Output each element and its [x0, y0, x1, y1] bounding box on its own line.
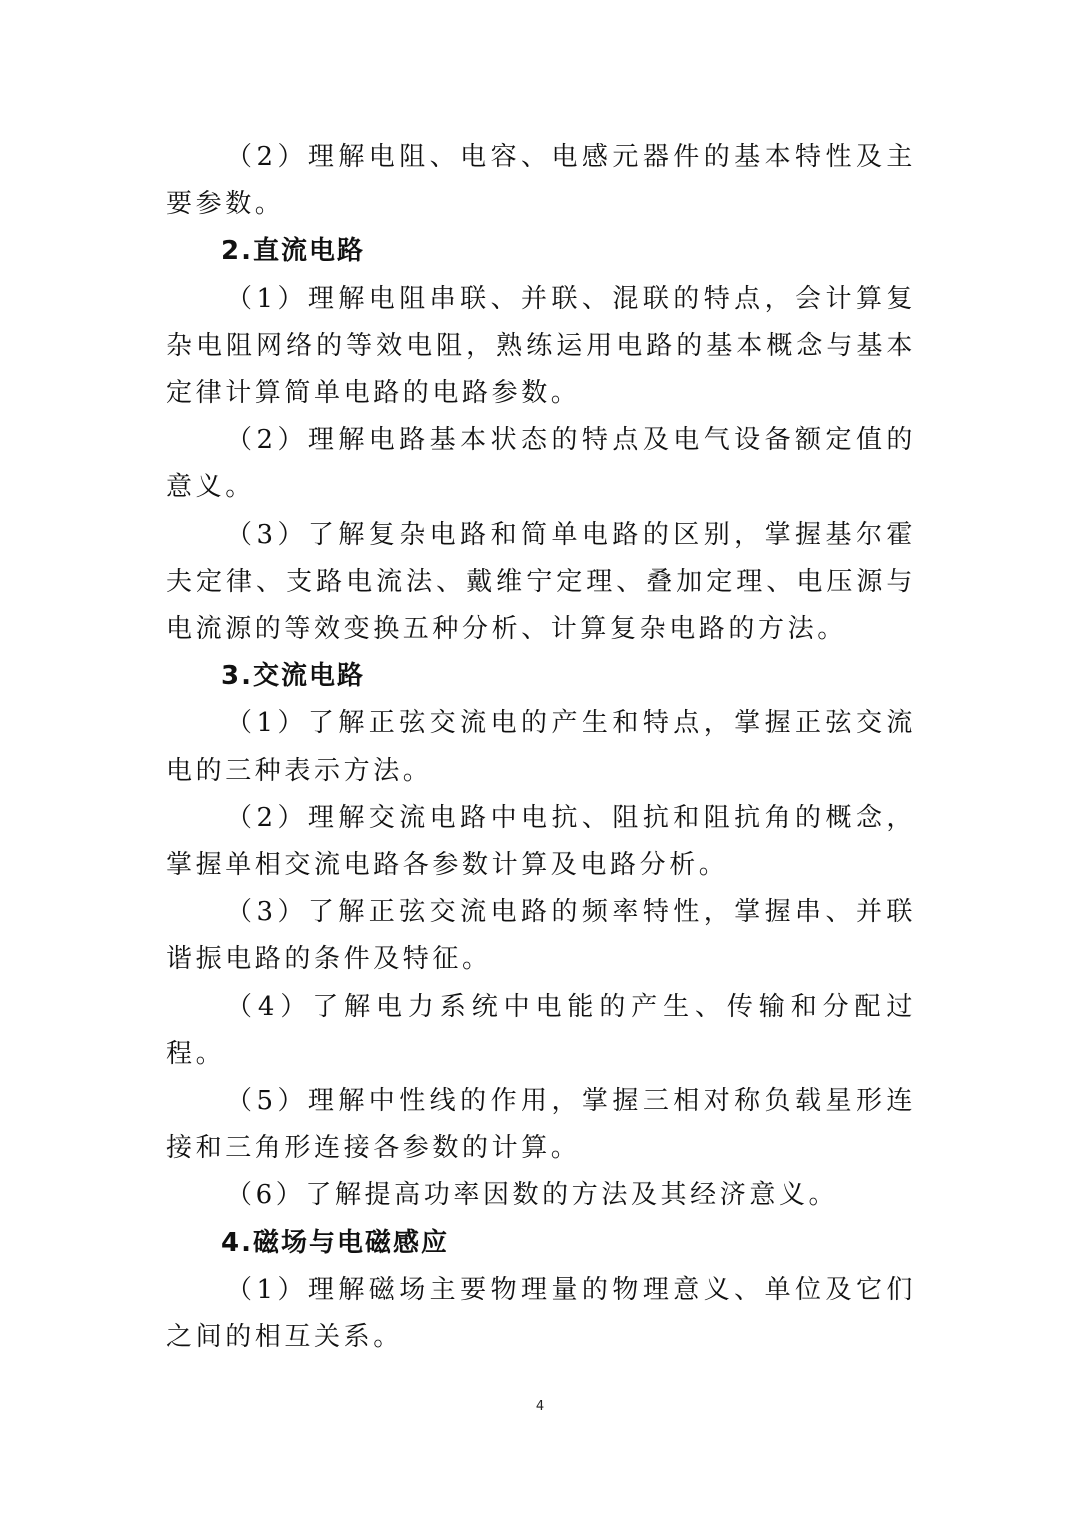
paragraph-reactance-impedance: （2）理解交流电路中电抗、阻抗和阻抗角的概念，掌握单相交流电路各参数计算及电路分析。: [166, 802, 916, 881]
section-heading-dc-circuits: 2.直流电路: [221, 236, 365, 267]
paragraph-frequency-resonance: （3）了解正弦交流电路的频率特性，掌握串、并联谐振电路的条件及特征。: [166, 897, 916, 975]
paragraph-magnetic-quantities: （1）理解磁场主要物理量的物理意义、单位及它们之间的相互关系。: [166, 1274, 916, 1353]
paragraph-circuit-states: （2）理解电路基本状态的特点及电气设备额定值的意义。: [166, 425, 916, 503]
section-heading-magnetism: 4.磁场与电磁感应: [221, 1227, 449, 1258]
section-heading-ac-circuits: 3.交流电路: [221, 661, 365, 692]
page-number: 4: [535, 1399, 545, 1414]
paragraph-component-characteristics: （2）理解电阻、电容、电感元器件的基本特性及主要参数。: [166, 142, 916, 220]
paragraph-sinusoidal-ac: （1）了解正弦交流电的产生和特点，掌握正弦交流电的三种表示方法。: [166, 708, 916, 786]
paragraph-complex-circuit-methods: （3）了解复杂电路和简单电路的区别，掌握基尔霍夫定律、支路电流法、戴维宁定理、叠加定理、电压源与电流源的等效变换五种分析、计算复杂电路的方法。: [166, 519, 916, 645]
paragraph-power-factor: （6）了解提高功率因数的方法及其经济意义。: [226, 1180, 839, 1211]
paragraph-resistor-networks: （1）理解电阻串联、并联、混联的特点，会计算复杂电阻网络的等效电阻，熟练运用电路的基本概念与基本定律计算简单电路的电路参数。: [166, 283, 916, 409]
document-body: [166, 134, 916, 1361]
paragraph-power-system: （4）了解电力系统中电能的产生、传输和分配过程。: [166, 991, 916, 1069]
paragraph-three-phase: （5）理解中性线的作用，掌握三相对称负载星形连接和三角形连接各参数的计算。: [166, 1086, 916, 1164]
